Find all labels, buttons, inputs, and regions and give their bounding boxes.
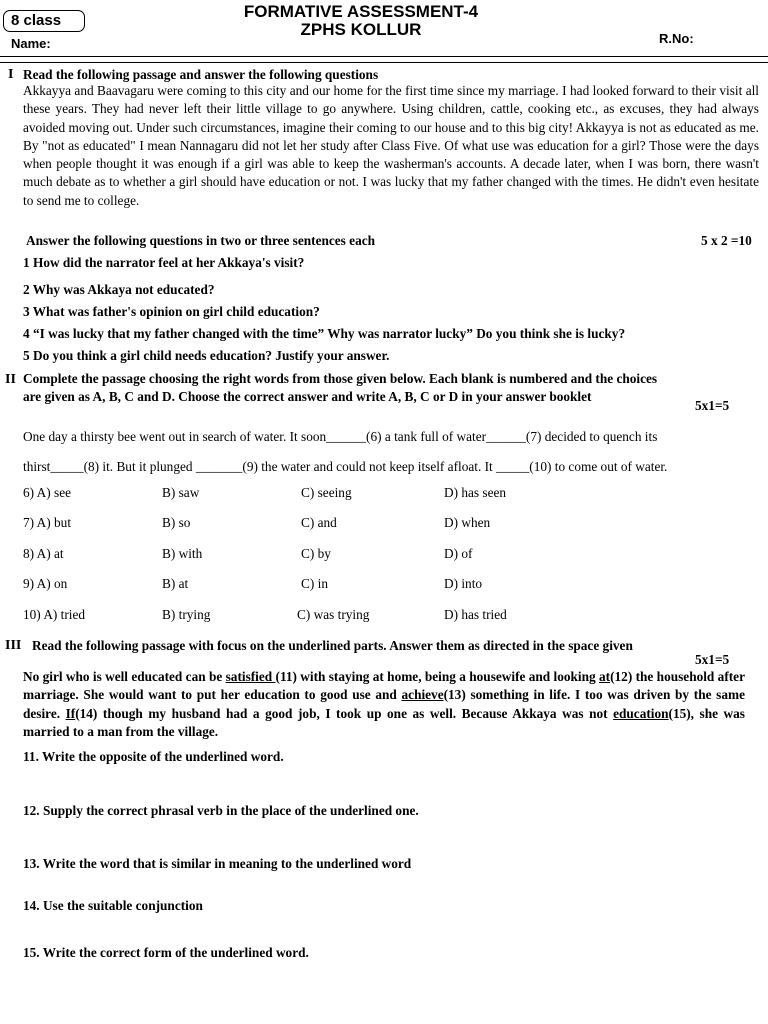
section1-number: I [8,67,14,82]
question-2: 2 Why was Akkaya not educated? [23,282,215,297]
section2-heading-line2: are given as A, B, C and D. Choose the correct answer and write A, B, C or D in your answer booklet [23,389,592,404]
question-1: 1 How did the narrator feel at her Akkaya's visit? [23,255,305,270]
name-label: Name: [11,36,51,51]
passage-text-6: (15), she was married to a man from the village. [23,705,745,739]
option-10d: D) has tried [444,607,507,622]
option-10c: C) was trying [297,607,370,622]
passage-text-2: (11) with staying at home, being a housewife and looking [275,669,600,684]
option-7c: C) and [301,515,337,530]
section3-heading: Read the following passage with focus on the underlined parts. Answer them as directed in the space given [32,638,633,653]
section3-marks: 5x1=5 [695,652,730,667]
school-name: ZPHS KOLLUR [300,20,422,39]
option-8c: C) by [301,546,331,561]
passage-text-5: (14) though my husband had a good job, I took up one as well. Because Akkaya was not [75,705,614,721]
passage-text-3: (12) the household after marriage. She would want to put her education to good use and [23,669,745,703]
option-9c: C) in [301,576,328,591]
option-10b: B) trying [162,607,211,622]
option-10a: 10) A) tried [23,607,86,622]
section1-passage: Akkayya and Baavagaru were coming to this city and our home for the first time since my marriage. I had looked forward to their visit all these years. They had never left their little village to go anywhere. Using children, cattle, cooking etc., as excuses, they had always avoided moving out. Under such circumstances, imagine their coming to our house and to this big city! Akkayya is not as educated as me. By "not as educated" I mean Nannagaru did not let her study after Class Five. Of what use was education for a girl? Those were the days when people thought it was enough if a girl was able to keep the washerman's accounts. A decade later, when I was born, there wasn't much debate as to whether a girl should have education or not. I was lucky that my father changed with the times. He didn't even hesitate to send me to college. [23,83,759,208]
class-label: 8 class [11,12,62,29]
underlined-achieve: achieve [401,687,444,703]
question-4: 4 “I was lucky that my father changed with the time” Why was narrator lucky” Do you think she is lucky? [23,326,626,341]
option-7d: D) when [444,515,491,530]
option-9a: 9) A) on [23,576,68,591]
cloze-passage-line1: One day a thirsty bee went out in search of water. It soon______(6) a tank full of water______(7) decided to quench its [23,429,658,444]
passage-text-4: (13) something in life. I too was driven by the same desire. [23,687,745,721]
section2-number: II [5,372,16,387]
option-6a: 6) A) see [23,485,71,500]
option-9b: B) at [162,576,189,591]
option-6d: D) has seen [444,485,507,500]
passage-text-1: No girl who is well educated can be [23,669,226,684]
underlined-at: at [599,669,611,684]
option-7a: 7) A) but [23,515,72,530]
section3-passage [23,668,745,741]
question-3: 3 What was father's opinion on girl child education? [23,304,320,319]
option-7b: B) so [162,515,191,530]
question-11: 11. Write the opposite of the underlined word. [23,749,284,764]
section1-heading: Read the following passage and answer the following questions [23,67,379,82]
underlined-education: education [613,705,669,721]
underlined-satisfied: satisfied [225,669,276,684]
option-8b: B) with [162,546,203,561]
header-divider-2 [0,62,768,63]
section2-heading-line1: Complete the passage choosing the right words from those given below. Each blank is numbered and the choices [23,371,658,386]
roll-number-label: R.No: [659,31,694,46]
question-15: 15. Write the correct form of the underlined word. [23,945,309,960]
section1-instruction: Answer the following questions in two or three sentences each [26,233,376,248]
underlined-if: If [65,705,76,721]
option-6c: C) seeing [301,485,352,500]
section3-number: III [5,638,22,653]
option-8d: D) of [444,546,473,561]
option-9d: D) into [444,576,483,591]
section2-marks: 5x1=5 [695,398,730,413]
cloze-passage-line2: thirst_____(8) it. But it plunged _______(9) the water and could not keep itself afloat. It _____(10) to come out of water. [23,459,668,474]
question-12: 12. Supply the correct phrasal verb in the place of the underlined one. [23,803,419,818]
question-13: 13. Write the word that is similar in meaning to the underlined word [23,856,412,871]
question-14: 14. Use the suitable conjunction [23,898,203,913]
question-5: 5 Do you think a girl child needs education? Justify your answer. [23,348,390,363]
option-8a: 8) A) at [23,546,64,561]
option-6b: B) saw [162,485,200,500]
assessment-title: FORMATIVE ASSESSMENT-4 [243,2,479,21]
section1-marks: 5 x 2 =10 [701,233,752,248]
header-divider [0,56,768,57]
